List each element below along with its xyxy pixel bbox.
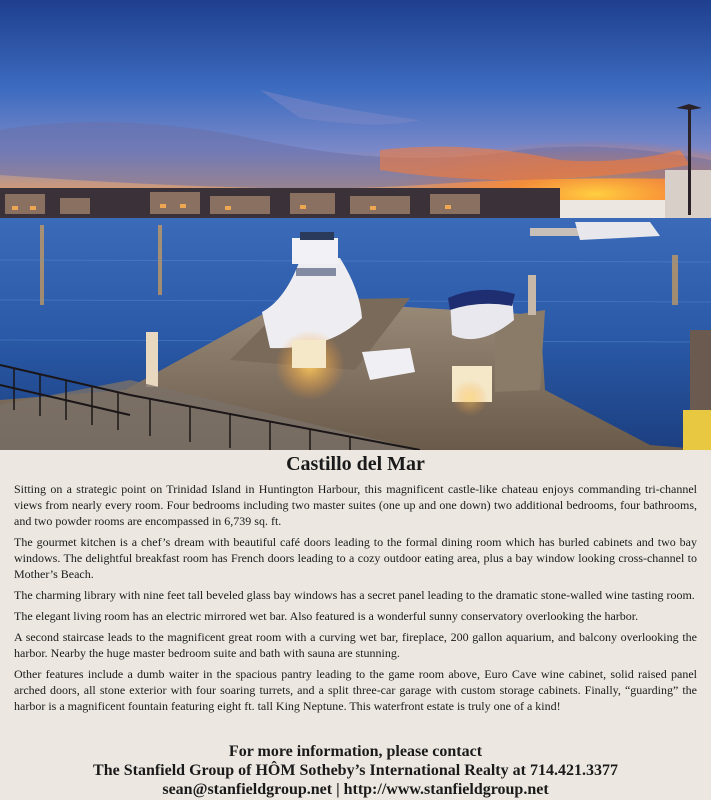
- paragraph-library: The charming library with nine feet tall beveled glass bay windows has a secret panel leading to the dramatic stone-walled wine tasting room.: [14, 588, 695, 602]
- paragraph-living-room: The elegant living room has an electric mirrored wet bar. Also featured is a wonderful sunny conservatory overlooking the harbor.: [14, 609, 639, 623]
- contact-intro: For more information, please contact: [228, 743, 483, 760]
- listing-text: [14, 452, 697, 719]
- listing-title: Castillo del Mar: [286, 453, 425, 475]
- paragraph-great-room: A second staircase leads to the magnificent great room with a curving wet bar, fireplace, 200 gallon aquarium, and balcony overlooking the harbor. Nearby the huge master bedroom suite and bath with sauna are stunning.: [14, 630, 697, 660]
- contact-agency: The Stanfield Group of HÔM Sotheby’s International Realty at 714.421.3377: [93, 762, 618, 779]
- contact-email-website[interactable]: sean@stanfieldgroup.net | http://www.stanfieldgroup.net: [162, 781, 549, 798]
- contact-block: [0, 742, 711, 799]
- paragraph-other-features: Other features include a dumb waiter in the spacious pantry leading to the game room above, Euro Cave wine cabinet, solid raised panel arched doors, all stone exterior with four soaring turrets, and a split three-car garage with custom storage cabinets. Finally, “guarding” the harbor is a magnificent fountain featuring eight ft. tall King Neptune. This waterfront estate is truly one of a kind!: [14, 667, 697, 713]
- paragraph-overview: Sitting on a strategic point on Trinidad Island in Huntington Harbour, this magnificent castle-like chateau enjoys commanding tri-channel views from nearly every room. Four bedrooms including two master suites (one up and one down) two additional bedrooms, four bathrooms, and two powder rooms are encompassed in 6,739 sq. ft.: [14, 482, 697, 528]
- listing-description: [14, 481, 697, 714]
- paragraph-kitchen: The gourmet kitchen is a chef’s dream with beautiful café doors leading to the formal dining room which has burled cabinets and two bay windows. The delightful breakfast room has French doors leading to a cozy outdoor eating area, plus a bay window looking cross-channel to Mother’s Beach.: [14, 535, 697, 581]
